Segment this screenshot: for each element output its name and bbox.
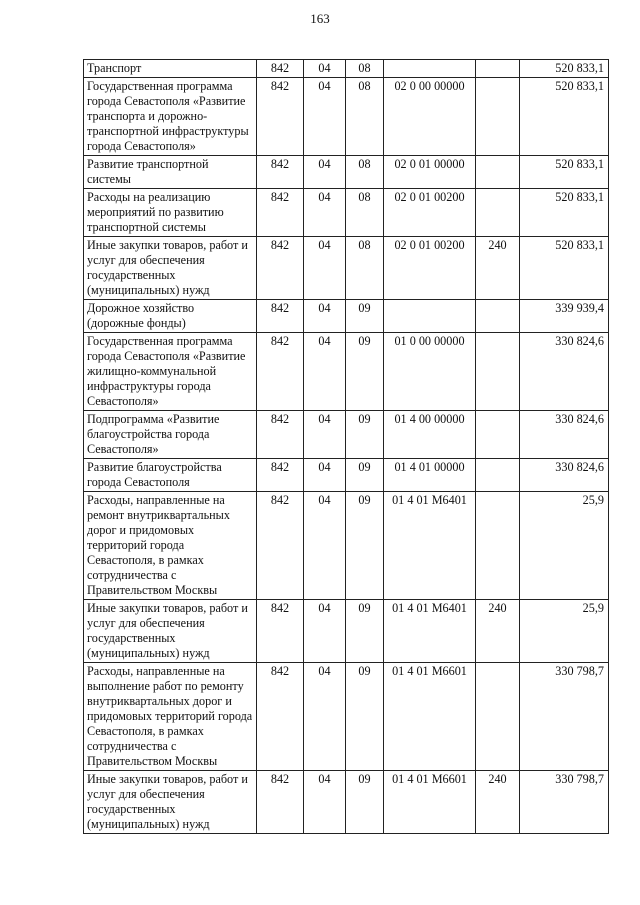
cell-department-code: 842 — [257, 60, 304, 78]
cell-subsection-code: 09 — [346, 300, 384, 333]
cell-subsection-code: 08 — [346, 237, 384, 300]
table-row — [84, 411, 609, 459]
cell-expense-type — [476, 411, 520, 459]
cell-name: Подпрограмма «Развитие благоустройства города Севастополя» — [84, 411, 257, 459]
cell-target-article: 02 0 01 00200 — [384, 237, 476, 300]
cell-department-code: 842 — [257, 189, 304, 237]
cell-subsection-code: 09 — [346, 459, 384, 492]
cell-name: Государственная программа города Севастополя «Развитие транспорта и дорожно-транспортной инфраструктуры города Севастополя» — [84, 78, 257, 156]
cell-section-code: 04 — [304, 300, 346, 333]
cell-department-code: 842 — [257, 333, 304, 411]
table-row — [84, 459, 609, 492]
cell-expense-type — [476, 189, 520, 237]
cell-department-code: 842 — [257, 237, 304, 300]
cell-name: Расходы на реализацию мероприятий по развитию транспортной системы — [84, 189, 257, 237]
cell-amount: 330 824,6 — [520, 459, 609, 492]
table-row — [84, 60, 609, 78]
cell-subsection-code: 09 — [346, 600, 384, 663]
cell-amount: 330 798,7 — [520, 663, 609, 771]
cell-expense-type — [476, 300, 520, 333]
table-row — [84, 600, 609, 663]
cell-target-article: 01 4 01 М6601 — [384, 663, 476, 771]
cell-subsection-code: 08 — [346, 156, 384, 189]
cell-subsection-code: 08 — [346, 189, 384, 237]
cell-name: Иные закупки товаров, работ и услуг для обеспечения государственных (муниципальных) нужд — [84, 771, 257, 834]
cell-department-code: 842 — [257, 411, 304, 459]
cell-expense-type — [476, 492, 520, 600]
cell-section-code: 04 — [304, 600, 346, 663]
cell-target-article: 01 0 00 00000 — [384, 333, 476, 411]
page-number: 163 — [310, 11, 330, 26]
table-row — [84, 663, 609, 771]
cell-target-article: 01 4 01 М6401 — [384, 600, 476, 663]
cell-name: Расходы, направленные на ремонт внутриквартальных дорог и придомовых территорий города Севастополя, в рамках сотрудничества с Правительством Москвы — [84, 492, 257, 600]
cell-section-code: 04 — [304, 771, 346, 834]
cell-expense-type — [476, 333, 520, 411]
cell-amount: 25,9 — [520, 600, 609, 663]
table-row — [84, 492, 609, 600]
cell-expense-type — [476, 663, 520, 771]
cell-section-code: 04 — [304, 333, 346, 411]
table-row — [84, 237, 609, 300]
cell-expense-type: 240 — [476, 237, 520, 300]
cell-expense-type: 240 — [476, 771, 520, 834]
cell-section-code: 04 — [304, 78, 346, 156]
table-row — [84, 771, 609, 834]
cell-name: Государственная программа города Севастополя «Развитие жилищно-коммунальной инфраструктуры города Севастополя» — [84, 333, 257, 411]
cell-subsection-code: 09 — [346, 411, 384, 459]
cell-target-article: 01 4 01 М6601 — [384, 771, 476, 834]
cell-amount: 520 833,1 — [520, 60, 609, 78]
cell-section-code: 04 — [304, 189, 346, 237]
table-row — [84, 333, 609, 411]
cell-name: Развитие транспортной системы — [84, 156, 257, 189]
cell-target-article: 02 0 00 00000 — [384, 78, 476, 156]
cell-expense-type — [476, 459, 520, 492]
cell-name: Иные закупки товаров, работ и услуг для обеспечения государственных (муниципальных) нужд — [84, 237, 257, 300]
cell-name: Транспорт — [84, 60, 257, 78]
cell-name: Иные закупки товаров, работ и услуг для обеспечения государственных (муниципальных) нужд — [84, 600, 257, 663]
cell-section-code: 04 — [304, 663, 346, 771]
cell-section-code: 04 — [304, 411, 346, 459]
table-row — [84, 78, 609, 156]
cell-subsection-code: 08 — [346, 78, 384, 156]
cell-subsection-code: 08 — [346, 60, 384, 78]
cell-target-article: 01 4 00 00000 — [384, 411, 476, 459]
cell-subsection-code: 09 — [346, 333, 384, 411]
cell-section-code: 04 — [304, 60, 346, 78]
cell-subsection-code: 09 — [346, 492, 384, 600]
cell-amount: 520 833,1 — [520, 78, 609, 156]
cell-amount: 25,9 — [520, 492, 609, 600]
cell-department-code: 842 — [257, 459, 304, 492]
cell-name: Дорожное хозяйство (дорожные фонды) — [84, 300, 257, 333]
cell-target-article: 02 0 01 00000 — [384, 156, 476, 189]
cell-department-code: 842 — [257, 600, 304, 663]
cell-department-code: 842 — [257, 78, 304, 156]
cell-name: Развитие благоустройства города Севастополя — [84, 459, 257, 492]
cell-target-article — [384, 60, 476, 78]
cell-expense-type — [476, 78, 520, 156]
cell-section-code: 04 — [304, 156, 346, 189]
cell-section-code: 04 — [304, 492, 346, 600]
cell-amount: 339 939,4 — [520, 300, 609, 333]
table-body — [84, 60, 609, 834]
cell-target-article: 01 4 01 М6401 — [384, 492, 476, 600]
cell-subsection-code: 09 — [346, 663, 384, 771]
cell-amount: 330 824,6 — [520, 333, 609, 411]
cell-amount: 520 833,1 — [520, 237, 609, 300]
budget-table — [83, 59, 609, 834]
cell-expense-type — [476, 156, 520, 189]
table-row — [84, 300, 609, 333]
cell-department-code: 842 — [257, 771, 304, 834]
cell-expense-type — [476, 60, 520, 78]
table-row — [84, 156, 609, 189]
cell-department-code: 842 — [257, 663, 304, 771]
cell-amount: 330 824,6 — [520, 411, 609, 459]
cell-target-article: 02 0 01 00200 — [384, 189, 476, 237]
cell-amount: 520 833,1 — [520, 156, 609, 189]
cell-name: Расходы, направленные на выполнение работ по ремонту внутриквартальных дорог и придомовых территорий города Севастополя, в рамках сотрудничества с Правительством Москвы — [84, 663, 257, 771]
cell-target-article: 01 4 01 00000 — [384, 459, 476, 492]
cell-target-article — [384, 300, 476, 333]
cell-section-code: 04 — [304, 237, 346, 300]
cell-amount: 520 833,1 — [520, 189, 609, 237]
cell-section-code: 04 — [304, 459, 346, 492]
cell-expense-type: 240 — [476, 600, 520, 663]
cell-department-code: 842 — [257, 300, 304, 333]
cell-department-code: 842 — [257, 156, 304, 189]
table-row — [84, 189, 609, 237]
cell-amount: 330 798,7 — [520, 771, 609, 834]
cell-subsection-code: 09 — [346, 771, 384, 834]
cell-department-code: 842 — [257, 492, 304, 600]
